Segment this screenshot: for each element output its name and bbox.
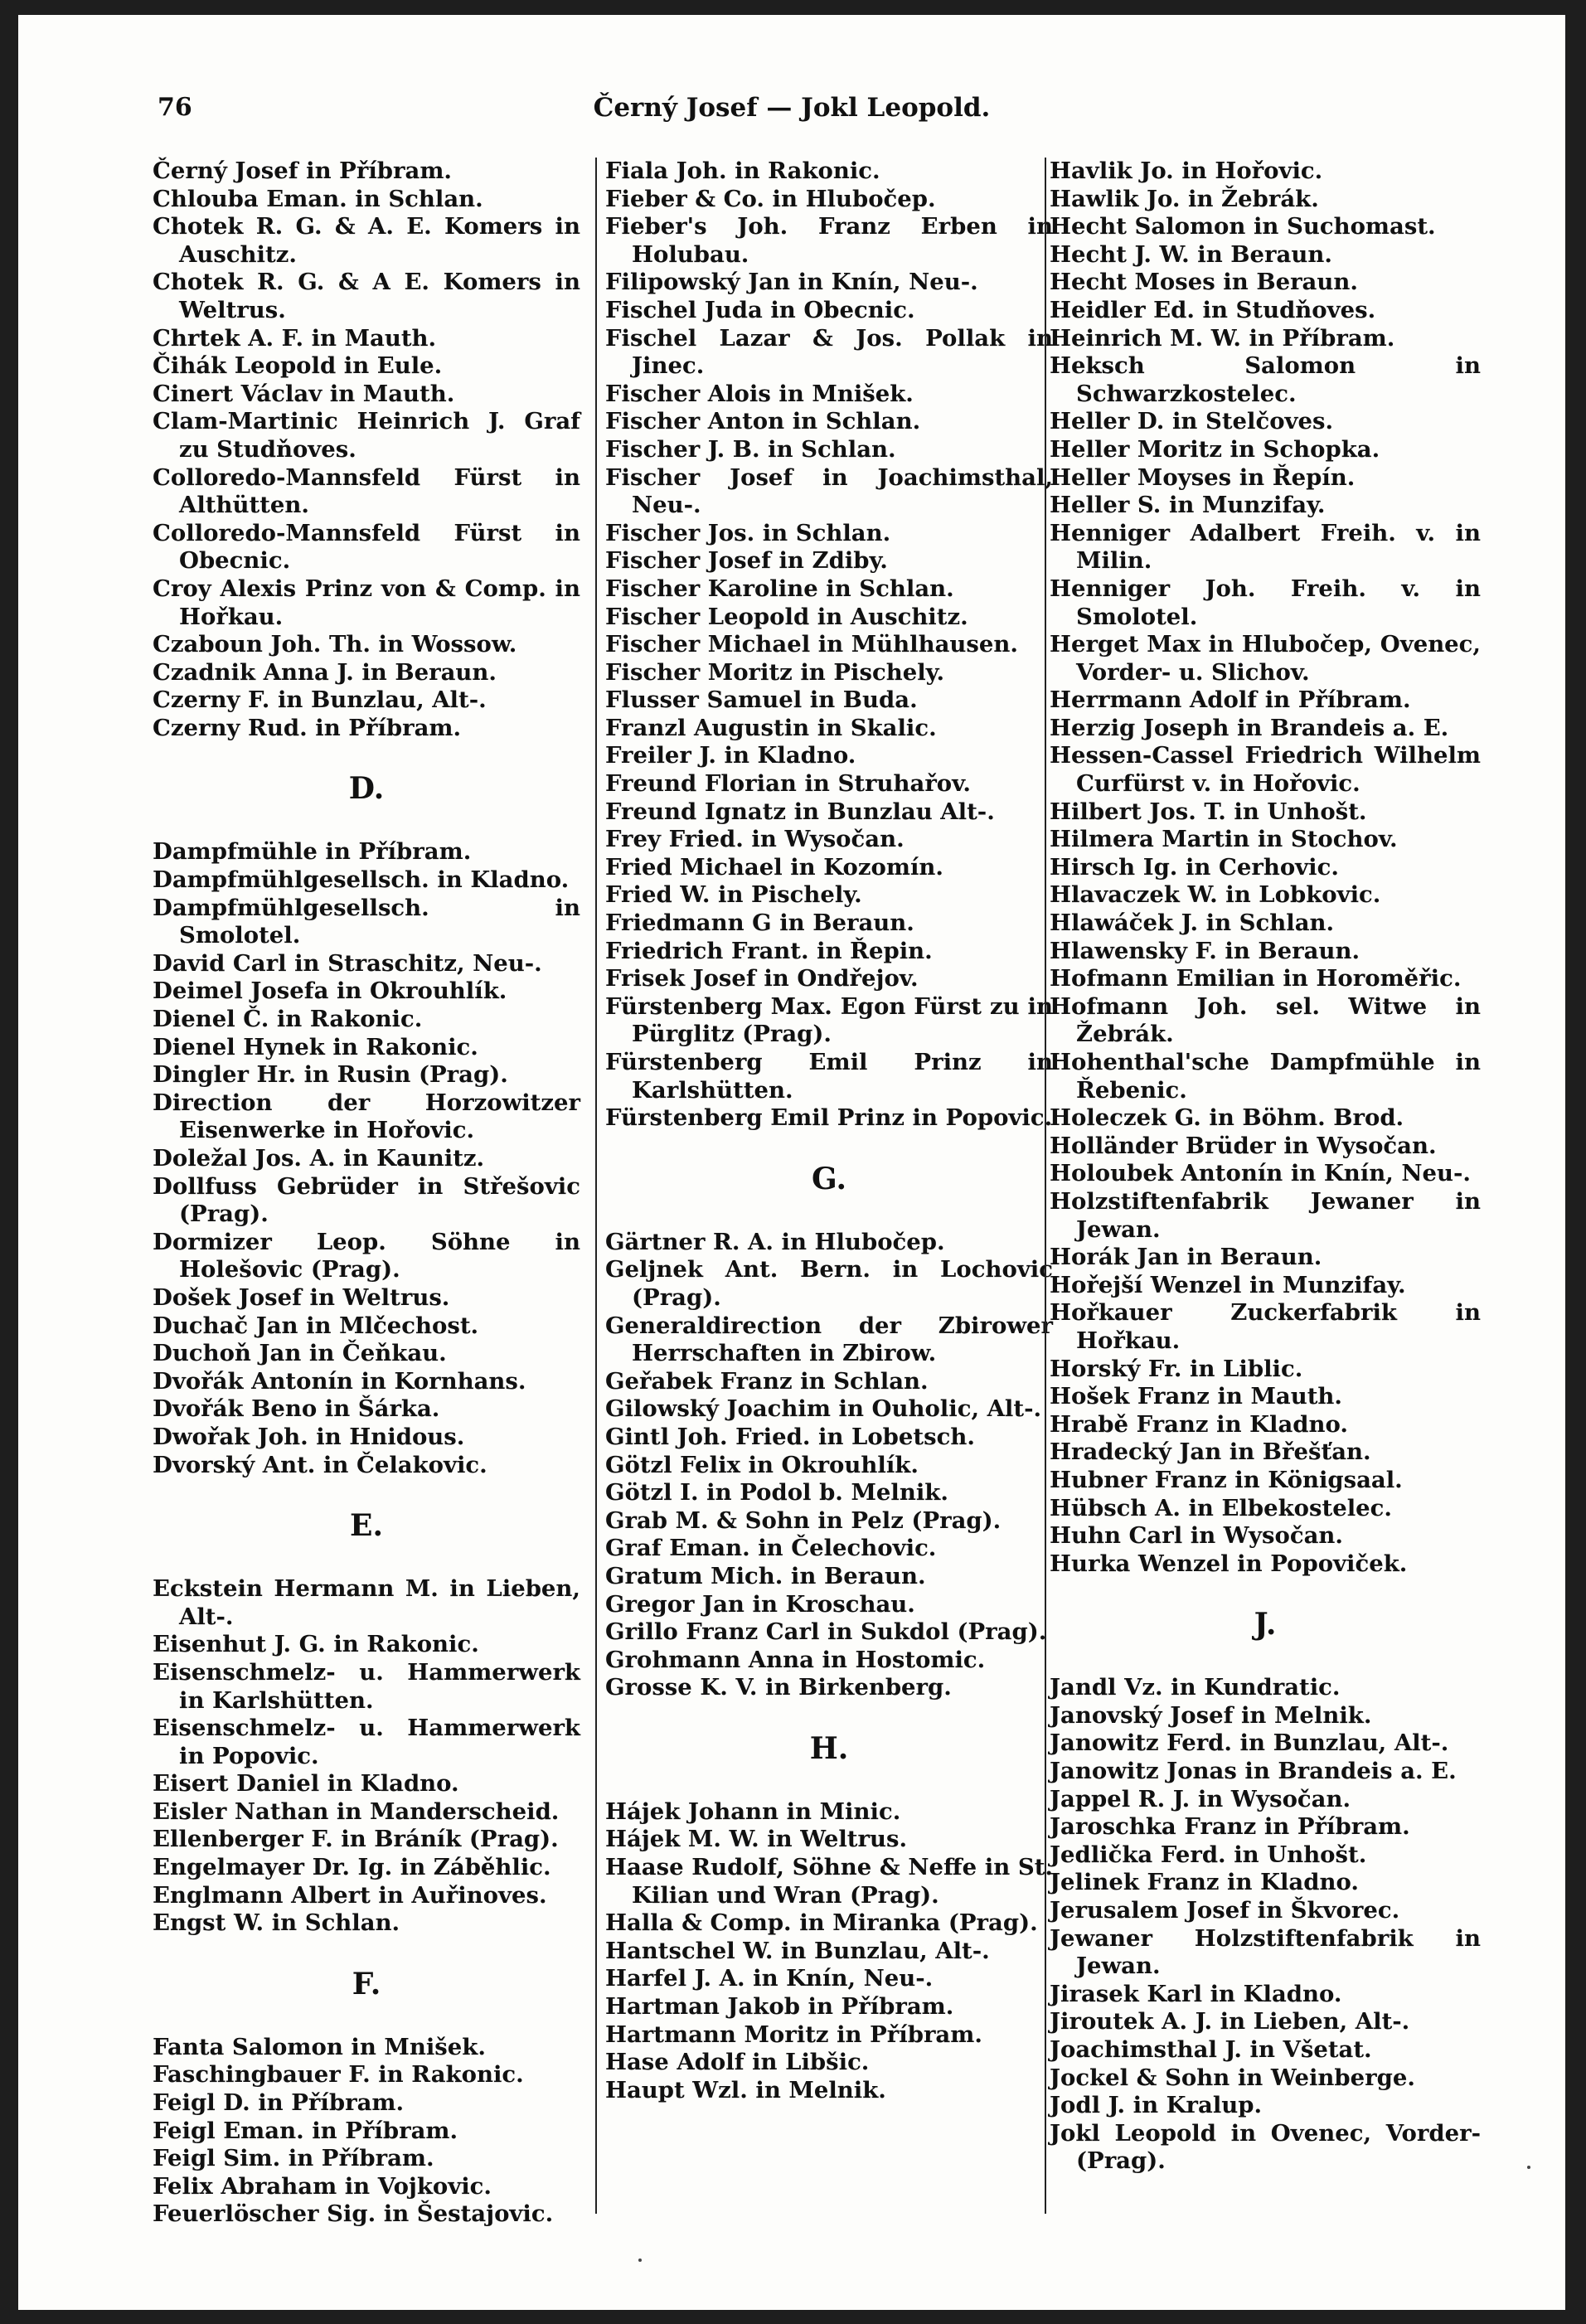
page-header	[18, 15, 1565, 123]
directory-entry: Hohenthal'sche Dampfmühle in Řebenic.	[1050, 1049, 1481, 1104]
directory-entry: Hecht Salomon in Suchomast.	[1050, 213, 1436, 240]
section-letter-heading: H.	[809, 1730, 849, 1766]
directory-entry: Dienel Hynek in Rakonic.	[153, 1033, 478, 1060]
directory-entry: Janovský Josef in Melnik.	[1050, 1701, 1372, 1729]
directory-entry: Herzig Joseph in Brandeis a. E.	[1050, 714, 1449, 741]
directory-entry: Ellenberger F. in Bráník (Prag).	[153, 1826, 559, 1853]
directory-entry: Halla & Comp. in Miranka (Prag).	[605, 1909, 1038, 1937]
directory-entry: Heidler Ed. in Studňoves.	[1050, 296, 1376, 323]
directory-entry: Holzstiftenfabrik Jewaner in Jewan.	[1050, 1187, 1481, 1243]
directory-entry: Jerusalem Josef in Škvorec.	[1050, 1897, 1400, 1924]
directory-entry: Freiler J. in Kladno.	[605, 742, 856, 769]
paper-speck	[638, 2259, 642, 2262]
directory-entry: Hrabě Franz in Kladno.	[1050, 1410, 1348, 1438]
directory-entry: Hlawáček J. in Schlan.	[1050, 910, 1335, 937]
directory-entry: Fischer Leopold in Auschitz.	[605, 603, 968, 630]
directory-entry: Feigl D. in Příbram.	[153, 2089, 405, 2117]
directory-entry: Chotek R. G. & A E. Komers in Weltrus.	[153, 269, 580, 323]
directory-entry: Fischer Anton in Schlan.	[605, 408, 921, 435]
directory-entry: Fiala Joh. in Rakonic.	[605, 158, 880, 184]
directory-entry: Jaroschka Franz in Příbram.	[1050, 1813, 1410, 1841]
directory-entry: Jokl Leopold in Ovenec, Vorder- (Prag).	[1050, 2119, 1481, 2175]
directory-entry: Černý Josef in Příbram.	[153, 158, 452, 184]
directory-entry: Filipowský Jan in Knín, Neu-.	[605, 269, 978, 296]
directory-entry: Heinrich M. W. in Příbram.	[1050, 324, 1395, 352]
directory-entry: Chotek R. G. & A. E. Komers in Auschitz.	[153, 213, 580, 268]
directory-entry: Dollfuss Gebrüder in Střešovic (Prag).	[153, 1172, 580, 1228]
section-letter-heading: D.	[348, 771, 385, 807]
directory-entry: Došek Josef in Weltrus.	[153, 1283, 450, 1311]
directory-entry: Fischer Moritz in Pischely.	[605, 658, 945, 686]
directory-entry: Hurka Wenzel in Popoviček.	[1050, 1550, 1408, 1577]
directory-entry: Grillo Franz Carl in Sukdol (Prag).	[605, 1618, 1047, 1646]
directory-entry: Faschingbauer F. in Rakonic.	[153, 2061, 524, 2089]
directory-entry: Hilmera Martin in Stochov.	[1050, 826, 1398, 853]
directory-entry: Horský Fr. in Liblic.	[1050, 1355, 1303, 1382]
directory-entry: Holoubek Antonín in Knín, Neu-.	[1050, 1160, 1471, 1187]
directory-entry: Colloredo-Mannsfeld Fürst in Althütten.	[153, 463, 580, 519]
directory-entry: Jirasek Karl in Kladno.	[1050, 1980, 1342, 2007]
directory-entry: Graf Eman. in Čelechovic.	[605, 1535, 937, 1562]
directory-entry: Fürstenberg Max. Egon Fürst zu in Pürglitz (Prag).	[605, 992, 1053, 1048]
directory-entry: Eisert Daniel in Kladno.	[153, 1770, 459, 1798]
directory-entry: Feuerlöscher Sig. in Šestajovic.	[153, 2200, 554, 2228]
column-divider	[1045, 158, 1046, 2214]
directory-entry: Hošek Franz in Mauth.	[1050, 1383, 1343, 1410]
directory-entry: Dingler Hr. in Rusin (Prag).	[153, 1061, 508, 1089]
directory-entry: Eisenschmelz- u. Hammerwerk in Karlshütten.	[153, 1658, 580, 1714]
directory-entry: Doležal Jos. A. in Kaunitz.	[153, 1145, 485, 1172]
directory-entry: Herget Max in Hlubočep, Ovenec, Vorder- u. Slichov.	[1050, 631, 1481, 686]
directory-entry: Hantschel W. in Bunzlau, Alt-.	[605, 1937, 990, 1964]
directory-entry: Hartman Jakob in Příbram.	[605, 1993, 954, 2021]
directory-entry: Deimel Josefa in Okrouhlík.	[153, 978, 507, 1005]
directory-entry: Hájek Johann in Minic.	[605, 1798, 901, 1825]
directory-entry: Freund Ignatz in Bunzlau Alt-.	[605, 798, 995, 825]
directory-entry: Hradecký Jan in Břešťan.	[1050, 1439, 1371, 1466]
directory-entry: Czerny Rud. in Příbram.	[153, 714, 462, 741]
directory-entry: Colloredo-Mannsfeld Fürst in Obecnic.	[153, 519, 580, 575]
directory-entry: Fanta Salomon in Mnišek.	[153, 2033, 486, 2060]
directory-entry: Engelmayer Dr. Ig. in Záběhlic.	[153, 1854, 551, 1881]
directory-entry: Fieber's Joh. Franz Erben in Holubau.	[605, 213, 1053, 268]
directory-entry: Fürstenberg Emil Prinz in Popovic.	[605, 1104, 1053, 1132]
directory-entry: Hubner Franz in Königsaal.	[1050, 1466, 1403, 1493]
directory-entry: Direction der Horzowitzer Eisenwerke in Hořovic.	[153, 1089, 580, 1144]
directory-entry: Gratum Mich. in Beraun.	[605, 1562, 926, 1589]
directory-entry: Henniger Joh. Freih. v. in Smolotel.	[1050, 575, 1481, 630]
directory-entry: Friedrich Frant. in Řepin.	[605, 937, 933, 964]
directory-entry: Huhn Carl in Wysočan.	[1050, 1522, 1343, 1550]
directory-entry: Gärtner R. A. in Hlubočep.	[605, 1228, 945, 1255]
directory-entry: Harfel J. A. in Knín, Neu-.	[605, 1965, 934, 1992]
directory-entry: Grosse K. V. in Birkenberg.	[605, 1674, 952, 1701]
directory-entry: Dampfmühle in Příbram.	[153, 838, 472, 866]
directory-entry: Frey Fried. in Wysočan.	[605, 826, 905, 853]
directory-entry: Gilowský Joachim in Ouholic, Alt-.	[605, 1395, 1042, 1423]
directory-entry: Jelinek Franz in Kladno.	[1050, 1869, 1359, 1896]
directory-entry: Hirsch Ig. in Cerhovic.	[1050, 853, 1339, 881]
directory-entry: Freund Florian in Struhařov.	[605, 770, 971, 798]
directory-entry: Janowitz Jonas in Brandeis a. E.	[1050, 1758, 1457, 1785]
directory-entry: Hecht Moses in Beraun.	[1050, 269, 1358, 296]
section-letter-heading: E.	[350, 1508, 383, 1544]
directory-entry: Henniger Adalbert Freih. v. in Milin.	[1050, 519, 1481, 575]
directory-entry: Dvořák Antonín in Kornhans.	[153, 1367, 526, 1395]
directory-entry: Dampfmühlgesellsch. in Smolotel.	[153, 894, 580, 949]
directory-entry: Duchač Jan in Mlčechost.	[153, 1312, 479, 1339]
directory-entry: Götzl Felix in Okrouhlík.	[605, 1451, 919, 1478]
section-letter-heading: G.	[812, 1161, 846, 1196]
directory-entry: Fried W. in Pischely.	[605, 881, 862, 909]
directory-entry: Franzl Augustin in Skalic.	[605, 714, 937, 741]
directory-entry: Fischer Josef in Joachimsthal, Neu-.	[605, 463, 1053, 519]
directory-entry: Fried Michael in Kozomín.	[605, 853, 943, 881]
directory-entry: Dampfmühlgesellsch. in Kladno.	[153, 866, 570, 894]
directory-entry: Clam-Martinic Heinrich J. Graf zu Studňoves.	[153, 408, 580, 463]
directory-entry: Götzl I. in Podol b. Melnik.	[605, 1479, 948, 1506]
directory-entry: Englmann Albert in Auřinoves.	[153, 1881, 547, 1909]
directory-entry: Jappel R. J. in Wysočan.	[1050, 1785, 1351, 1812]
directory-entry: Dormizer Leop. Söhne in Holešovic (Prag).	[153, 1228, 580, 1283]
column-1	[153, 158, 580, 2229]
directory-entry: Hilbert Jos. T. in Unhošt.	[1050, 798, 1367, 825]
directory-entry: Fischer Jos. in Schlan.	[605, 519, 891, 546]
directory-entry: Heller Moritz in Schopka.	[1050, 435, 1380, 463]
directory-entry: Cinert Václav in Mauth.	[153, 380, 455, 407]
directory-entry: David Carl in Straschitz, Neu-.	[153, 949, 542, 977]
directory-entry: Horák Jan in Beraun.	[1050, 1244, 1322, 1271]
directory-entry: Heller Moyses in Řepín.	[1050, 463, 1356, 491]
column-3	[1050, 158, 1481, 2176]
directory-entry: Jockel & Sohn in Weinberge.	[1050, 2064, 1415, 2091]
directory-entry: Hartmann Moritz in Příbram.	[605, 2021, 982, 2048]
directory-entry: Eckstein Hermann M. in Lieben, Alt-.	[153, 1575, 580, 1630]
directory-entry: Hořkauer Zuckerfabrik in Hořkau.	[1050, 1299, 1481, 1354]
directory-entry: Dvorský Ant. in Čelakovic.	[153, 1451, 487, 1478]
directory-entry: Grab M. & Sohn in Pelz (Prag).	[605, 1506, 1002, 1534]
directory-entry: Frisek Josef in Ondřejov.	[605, 965, 919, 992]
directory-entry: Fischel Juda in Obecnic.	[605, 296, 915, 323]
directory-entry: Jedlička Ferd. in Unhošt.	[1050, 1841, 1367, 1868]
column-2	[605, 158, 1053, 2104]
directory-entry: Jiroutek A. J. in Lieben, Alt-.	[1050, 2008, 1410, 2035]
directory-entry: Jodl J. in Kralup.	[1050, 2092, 1263, 2119]
directory-entry: Jewaner Holzstiftenfabrik in Jewan.	[1050, 1924, 1481, 1980]
section-letter-heading: F.	[352, 1966, 381, 2001]
directory-entry: Holländer Brüder in Wysočan.	[1050, 1132, 1437, 1159]
directory-entry: Dvořák Beno in Šárka.	[153, 1395, 440, 1423]
directory-entry: Fischer J. B. in Schlan.	[605, 435, 896, 463]
directory-entry: Czerny F. in Bunzlau, Alt-.	[153, 687, 487, 714]
directory-entry: Engst W. in Schlan.	[153, 1909, 400, 1937]
directory-entry: Duchoň Jan in Čeňkau.	[153, 1340, 447, 1367]
directory-entry: Felix Abraham in Vojkovic.	[153, 2172, 492, 2200]
directory-entry: Hořejší Wenzel in Munzifay.	[1050, 1271, 1406, 1298]
directory-entry: Joachimsthal J. in Všetat.	[1050, 2036, 1372, 2063]
directory-entry: Eisenhut J. G. in Rakonic.	[153, 1631, 479, 1658]
directory-entry: Hübsch A. in Elbekostelec.	[1050, 1494, 1392, 1521]
directory-entry: Fischer Alois in Mnišek.	[605, 380, 914, 407]
directory-entry: Croy Alexis Prinz von & Comp. in Hořkau.	[153, 575, 580, 630]
directory-entry: Havlik Jo. in Hořovic.	[1050, 158, 1323, 184]
directory-entry: Hofmann Joh. sel. Witwe in Žebrák.	[1050, 992, 1481, 1048]
directory-entry: Czadnik Anna J. in Beraun.	[153, 658, 497, 686]
directory-entry: Heksch Salomon in Schwarzkostelec.	[1050, 352, 1481, 407]
page-number: 76	[158, 93, 192, 122]
directory-entry: Gintl Joh. Fried. in Lobetsch.	[605, 1423, 975, 1450]
directory-entry: Geljnek Ant. Bern. in Lochovic (Prag).	[605, 1256, 1053, 1311]
directory-entry: Feigl Sim. in Příbram.	[153, 2145, 434, 2172]
page-title: Černý Josef — Jokl Leopold.	[593, 93, 991, 123]
column-divider	[595, 158, 597, 2214]
directory-entry: Holeczek G. in Böhm. Brod.	[1050, 1104, 1404, 1132]
directory-entry: Herrmann Adolf in Příbram.	[1050, 687, 1411, 714]
directory-entry: Eisenschmelz- u. Hammerwerk in Popovic.	[153, 1715, 580, 1769]
directory-entry: Chlouba Eman. in Schlan.	[153, 185, 483, 212]
directory-entry: Fischel Lazar & Jos. Pollak in Jinec.	[605, 324, 1053, 380]
directory-entry: Hessen-Cassel Friedrich Wilhelm Curfürst v. in Hořovic.	[1050, 742, 1481, 798]
directory-entry: Janowitz Ferd. in Bunzlau, Alt-.	[1050, 1730, 1449, 1757]
directory-entry: Hecht J. W. in Beraun.	[1050, 240, 1332, 268]
directory-entry: Čihák Leopold in Eule.	[153, 352, 443, 380]
directory-entry: Gregor Jan in Kroschau.	[605, 1590, 915, 1618]
directory-entry: Friedmann G in Beraun.	[605, 910, 914, 937]
directory-entry: Hlavaczek W. in Lobkovic.	[1050, 881, 1381, 909]
directory-entry: Hájek M. W. in Weltrus.	[605, 1826, 908, 1853]
directory-entry: Feigl Eman. in Příbram.	[153, 2117, 458, 2144]
section-letter-heading: J.	[1254, 1607, 1277, 1642]
directory-entry: Fischer Josef in Zdiby.	[605, 547, 888, 575]
directory-entry: Czaboun Joh. Th. in Wossow.	[153, 631, 517, 658]
directory-entry: Heller S. in Munzifay.	[1050, 492, 1326, 519]
directory-entry: Hlawensky F. in Beraun.	[1050, 937, 1360, 964]
paper-speck	[1527, 2166, 1530, 2169]
directory-entry: Grohmann Anna in Hostomic.	[605, 1646, 986, 1673]
directory-entry: Geřabek Franz in Schlan.	[605, 1367, 929, 1395]
directory-entry: Fischer Michael in Mühlhausen.	[605, 631, 1018, 658]
directory-entry: Haase Rudolf, Söhne & Neffe in St. Kilian und Wran (Prag).	[605, 1854, 1053, 1909]
directory-entry: Fieber & Co. in Hlubočep.	[605, 185, 936, 212]
directory-entry: Dienel Č. in Rakonic.	[153, 1006, 423, 1033]
directory-entry: Hofmann Emilian in Horoměřic.	[1050, 965, 1462, 992]
directory-entry: Eisler Nathan in Manderscheid.	[153, 1798, 560, 1825]
directory-entry: Dwořak Joh. in Hnidous.	[153, 1423, 465, 1450]
directory-entry: Fürstenberg Emil Prinz in Karlshütten.	[605, 1049, 1053, 1104]
directory-entry: Generaldirection der Zbirower Herrschaften in Zbirow.	[605, 1312, 1053, 1367]
document-page	[18, 15, 1565, 2310]
directory-entry: Flusser Samuel in Buda.	[605, 687, 918, 714]
directory-entry: Fischer Karoline in Schlan.	[605, 575, 954, 602]
directory-entry: Chrtek A. F. in Mauth.	[153, 324, 437, 352]
directory-entry: Jandl Vz. in Kundratic.	[1050, 1674, 1341, 1701]
directory-entry: Heller D. in Stelčoves.	[1050, 408, 1334, 435]
directory-entry: Hawlik Jo. in Žebrák.	[1050, 185, 1319, 212]
directory-entry: Haupt Wzl. in Melnik.	[605, 2076, 886, 2103]
directory-entry: Hase Adolf in Libšic.	[605, 2049, 870, 2076]
